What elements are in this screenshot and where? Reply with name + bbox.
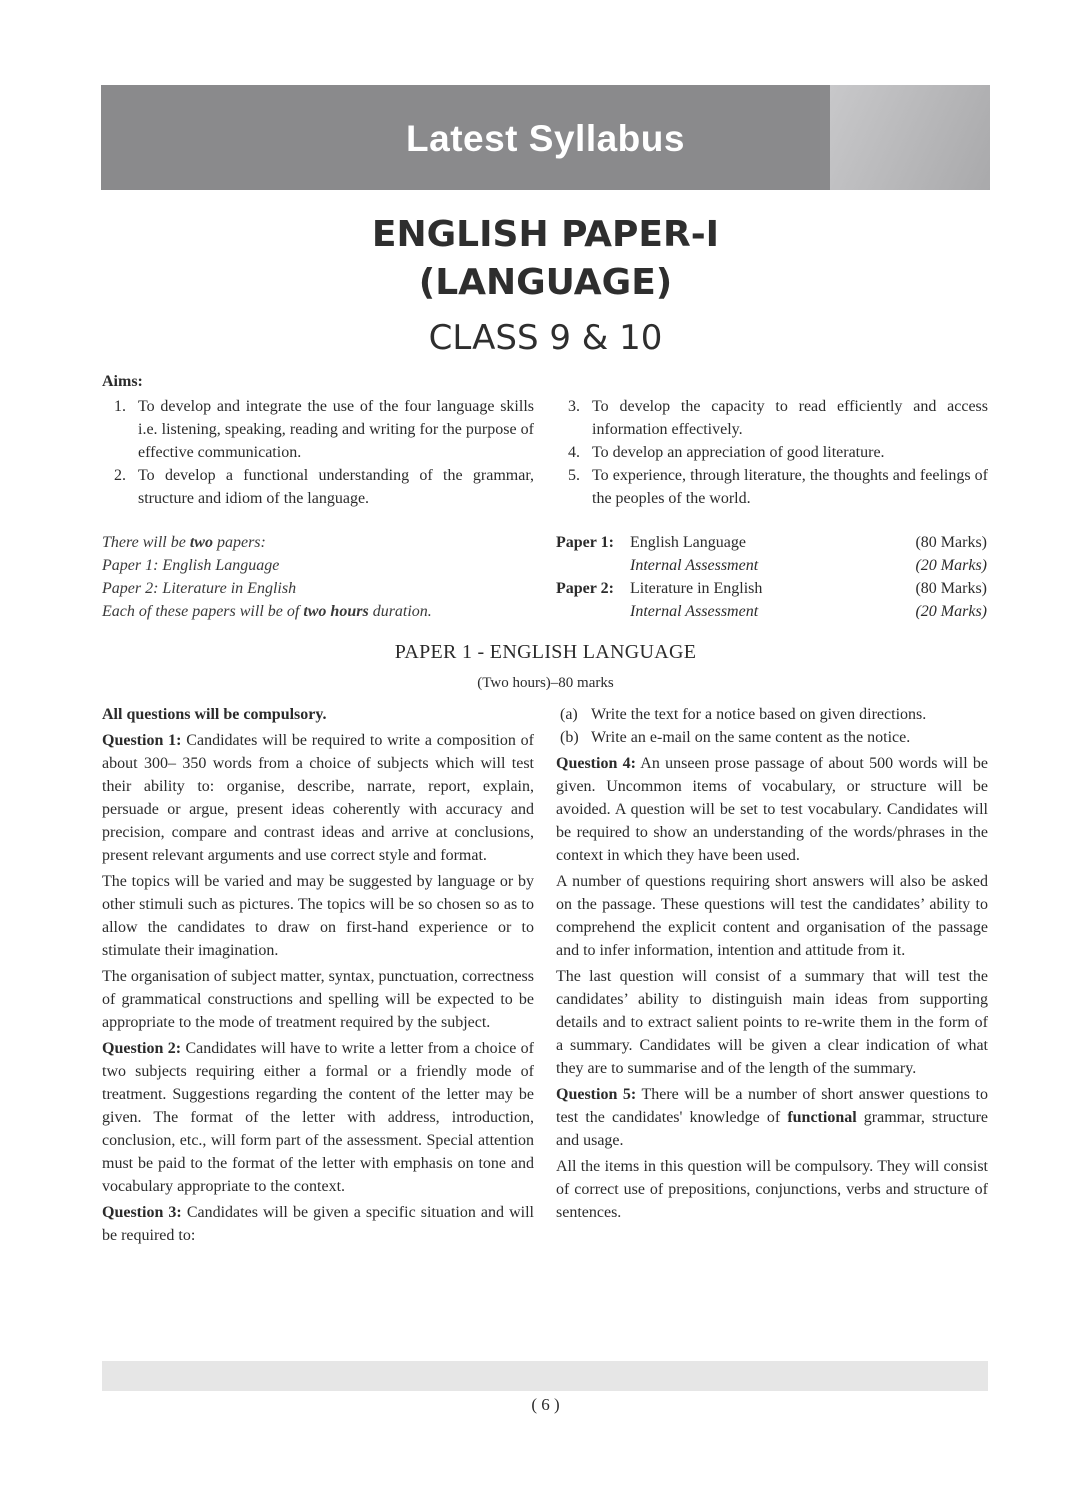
compulsory-note: All questions will be compulsory. [102, 706, 327, 723]
section-subtitle: (Two hours)–80 marks [477, 675, 614, 691]
table-row: Internal Assessment (20 Marks) [630, 603, 987, 620]
body-right-column [556, 703, 988, 1227]
question-3: Question 3: Candidates will be given a specific situation and will be required to: [102, 1204, 534, 1244]
aims-label: Aims: [102, 373, 143, 390]
paragraph: A number of questions requiring short answers will also be asked on the passage. These questions will test the candidates’ ability to comprehend the explicit content and organisation of the passage and to infer information, intention and attitude from it. [556, 873, 988, 959]
footer-bar [102, 1361, 988, 1391]
section-title: PAPER 1 - ENGLISH LANGUAGE [394, 641, 697, 663]
table-row: Internal Assessment (20 Marks) [630, 557, 987, 574]
paragraph: All the items in this question will be compulsory. They will consist of correct use of prepositions, conjunctions, verbs and structure of sentences. [556, 1158, 988, 1221]
aims-item: 4. To develop an appreciation of good literature. [568, 444, 885, 461]
aims-item: 5. To experience, through literature, the thoughts and feelings of the peoples of the world. [568, 467, 988, 507]
page-number: ( 6 ) [531, 1395, 560, 1414]
document-title-line2: (LANGUAGE) [418, 262, 673, 303]
paragraph: The last question will consist of a summary that will test the candidates’ ability to distinguish main ideas from supporting details and to extract salient points to re-write them in the form of a summary. Candidates will be given a clear indication of what they are to summarise and of the length of the summary. [556, 968, 988, 1077]
list-item: (a) Write the text for a notice based on given directions. [560, 706, 927, 723]
table-row: Paper 1: English Language (80 Marks) [556, 534, 987, 551]
question-2: Question 2: Candidates will have to write a letter from a choice of two subjects requiring either a formal or a friendly mode of treatment. Suggestions regarding the content of the letter may be given. The format of the letter with address, introduction, conclusion, etc., will form part of the assessment. Special attention must be paid to the format of the letter with emphasis on tone and vocabulary appropriate to the context. [102, 1040, 535, 1195]
aims-item: 2. To develop a functional understanding of the grammar, structure and idiom of the language. [114, 467, 534, 507]
paragraph: The organisation of subject matter, syntax, punctuation, correctness of grammatical constructions and spelling will be expected to be appropriate to the mode of treatment required by the subject. [102, 968, 534, 1031]
papers-marks-table [556, 531, 987, 623]
body-left-column [102, 703, 534, 1250]
aims-list-left [102, 395, 534, 510]
question-5: Question 5: There will be a number of short answer questions to test the candidates' knowledge of functional grammar, structure and usage. [556, 1086, 989, 1149]
class-title: CLASS 9 & 10 [428, 318, 663, 358]
papers-intro: There will be two papers: Paper 1: English Language Paper 2: Literature in English Each of these papers will be of two hours duration. [102, 534, 432, 620]
aims-item: 3. To develop the capacity to read efficiently and access information effectively. [568, 398, 988, 438]
table-row: Paper 2: Literature in English (80 Marks) [556, 580, 987, 597]
document-title-line1: ENGLISH PAPER-I [371, 214, 720, 255]
header-banner [101, 85, 990, 190]
aims-list-right [556, 395, 988, 510]
question-4: Question 4: An unseen prose passage of about 500 words will be given. Uncommon items of vocabulary, or structure will be avoided. A question will be set to test vocabulary. Candidates will be required to show an understanding of the words/phrases in the context in which they have been used. [556, 755, 989, 864]
banner-title: Latest Syllabus [406, 118, 685, 159]
paragraph: The topics will be varied and may be suggested by language or by other stimuli such as pictures. The topics will be so chosen so as to allow the candidates to draw on first-hand experience or to stimulate their imagination. [102, 873, 534, 959]
question-1: Question 1: Candidates will be required to write a composition of about 300– 350 words from a choice of subjects which will test their ability to: organise, describe, narrate, report, explain, persuade or argue, present ideas coherently with accuracy and precision, compare and contrast ideas and arrive at conclusions, present relevant arguments and use correct style and format. [102, 732, 535, 864]
list-item: (b) Write an e-mail on the same content as the notice. [560, 729, 911, 746]
aims-item: 1. To develop and integrate the use of the four language skills i.e. listening, speaking, reading and writing for the purpose of effective communication. [114, 398, 534, 461]
